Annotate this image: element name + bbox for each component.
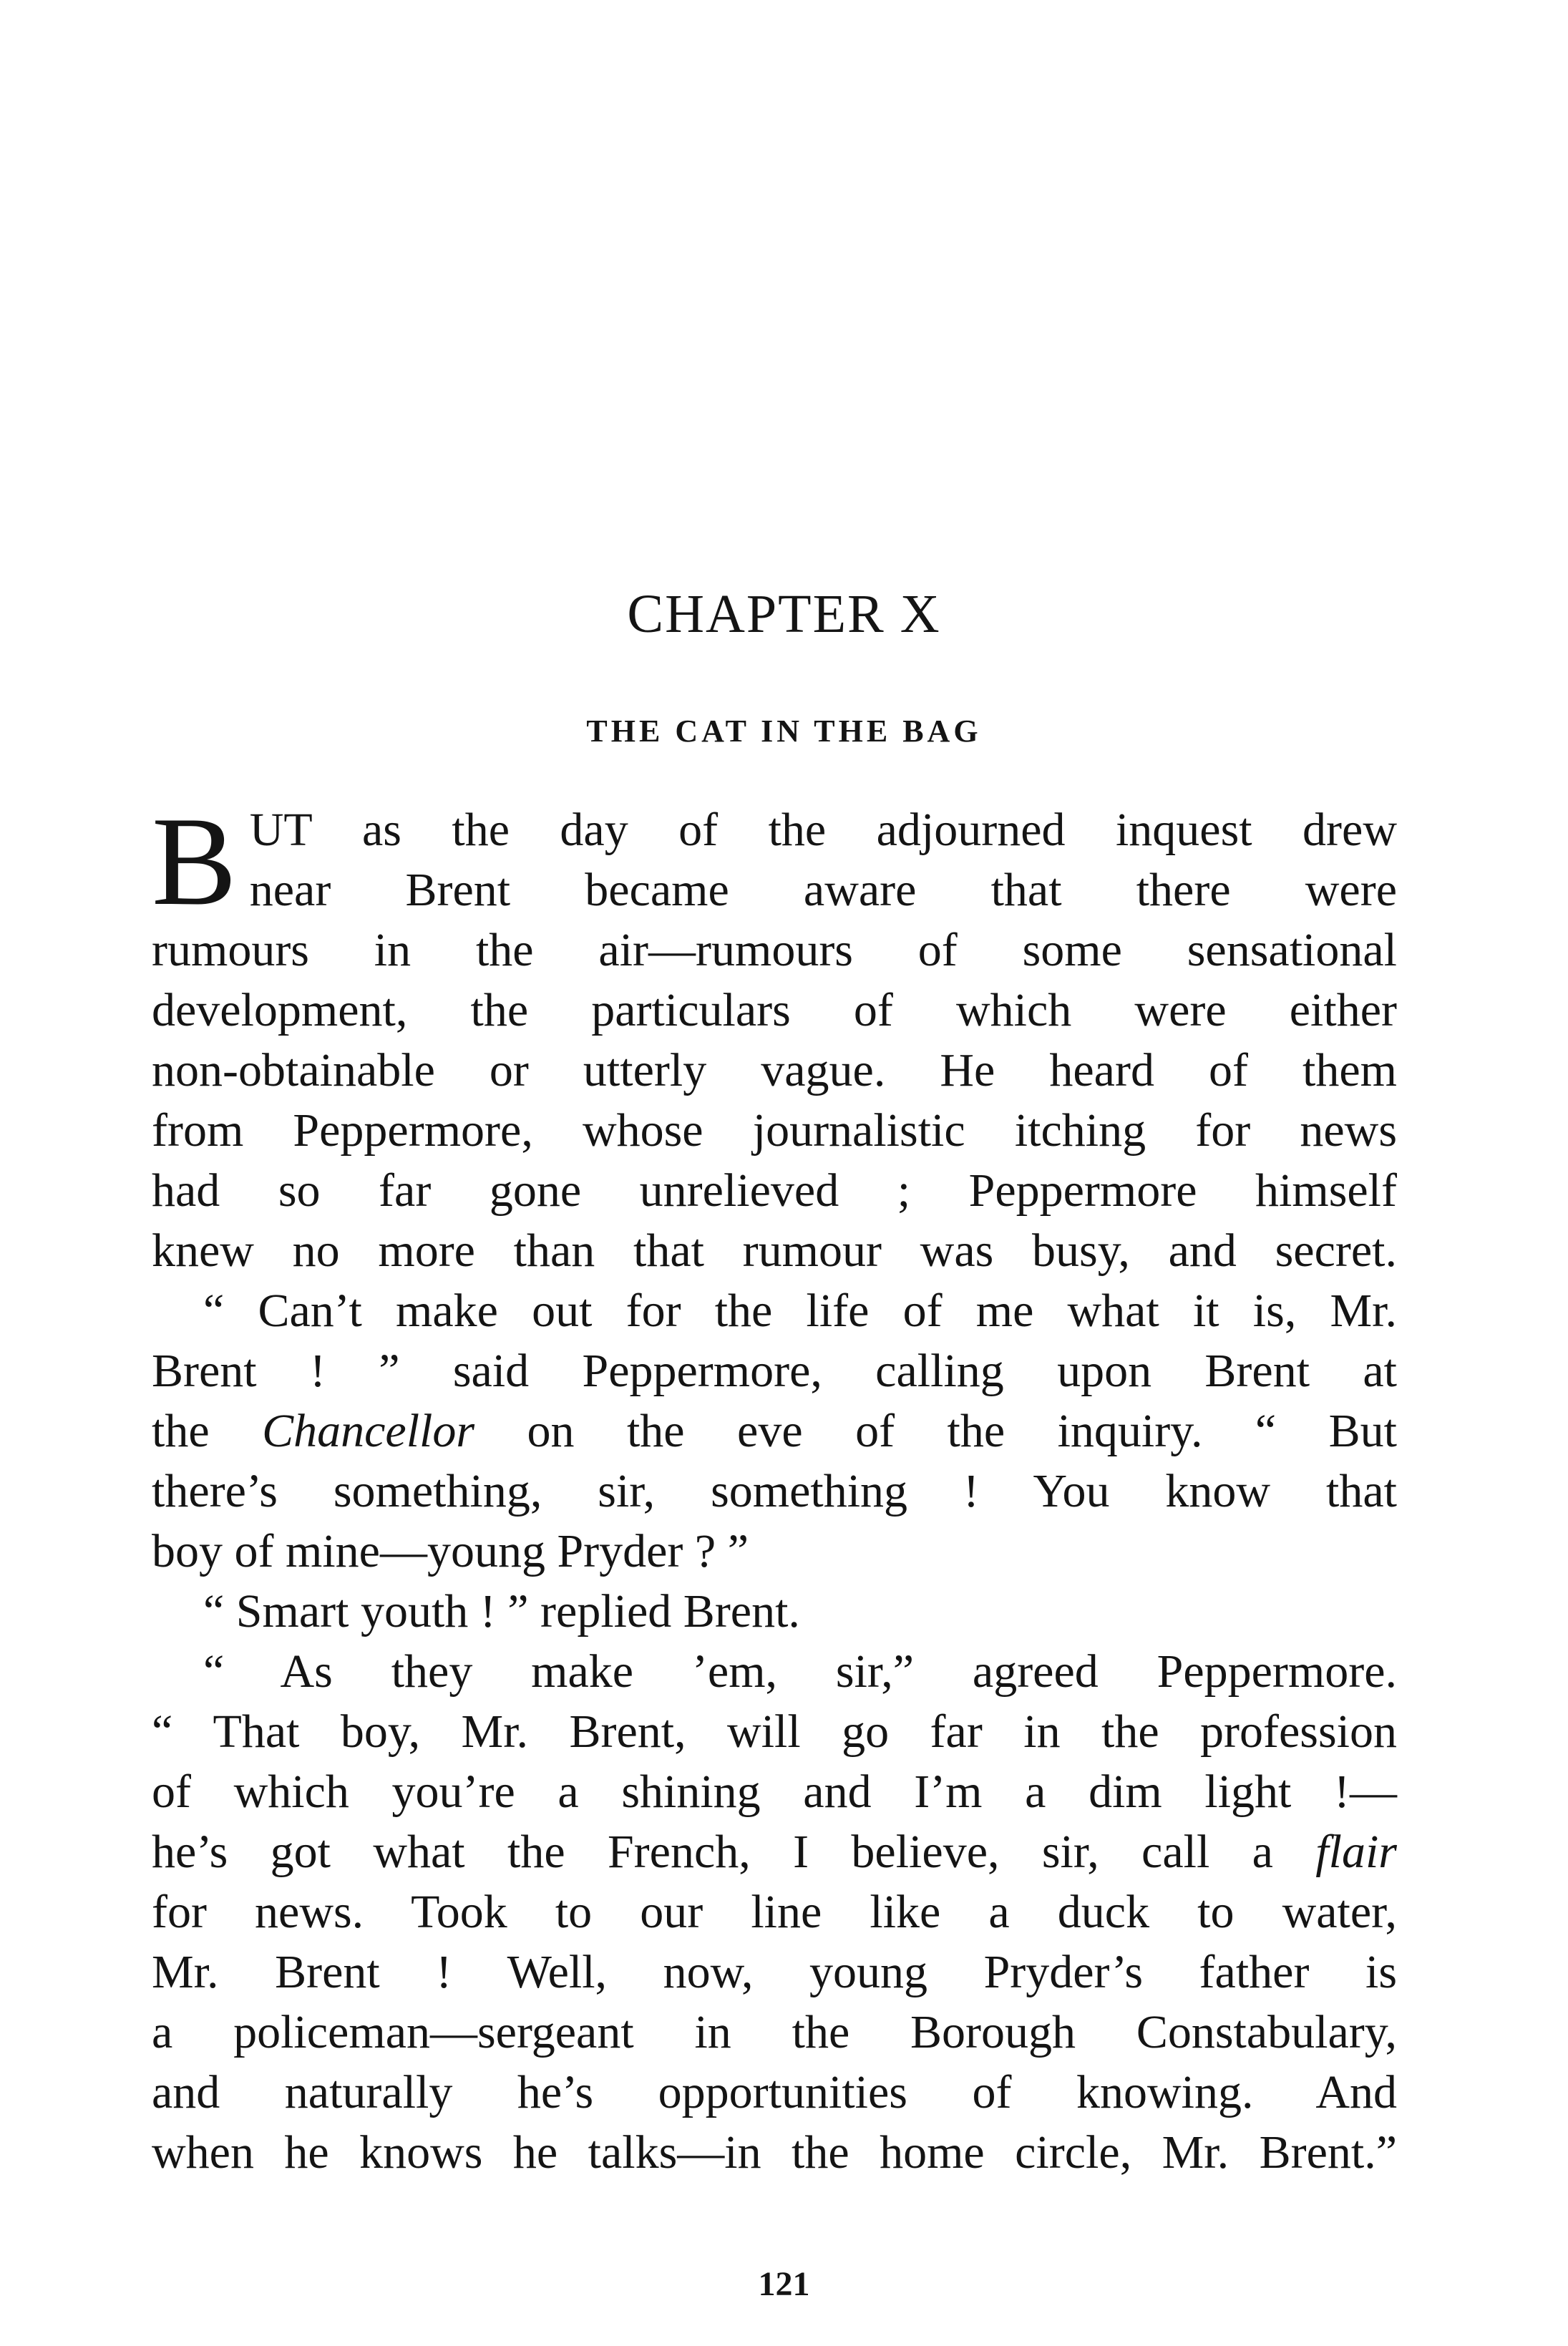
text-line: Mr. Brent ! Well, now, young Pryder’s father is [152, 1946, 1397, 1998]
italic-newspaper-name: Chancellor [262, 1405, 475, 1457]
text-line: development, the particulars of which were either [152, 984, 1397, 1036]
text-fragment: the [152, 1405, 263, 1457]
text-line: non-obtainable or utterly vague. He heard of them [152, 1044, 1397, 1096]
text-line: boy of mine—young Pryder ? ” [152, 1525, 749, 1577]
text-line: when he knows he talks—in the home circle, Mr. Brent.” [152, 2126, 1397, 2179]
text-line [152, 1401, 1397, 1461]
text-line: rumours in the air—rumours of some sensational [152, 924, 1397, 976]
text-line: from Peppermore, whose journalistic itching for news [152, 1104, 1397, 1157]
text-line: of which you’re a shining and I’m a dim light !— [152, 1766, 1397, 1818]
text-line: “ Can’t make out for the life of me what it is, Mr. [203, 1285, 1397, 1337]
chapter-title: THE CAT IN THE BAG [586, 714, 982, 749]
text-line: knew no more than that rumour was busy, and secret. [152, 1225, 1397, 1277]
text-line: “ That boy, Mr. Brent, will go far in the profession [152, 1705, 1397, 1758]
text-line: UT as the day of the adjourned inquest drew [249, 804, 1397, 856]
text-line: there’s something, sir, something ! You know that [152, 1465, 1397, 1517]
italic-word: flair [1315, 1826, 1397, 1878]
text-line: and naturally he’s opportunities of knowing. And [152, 2066, 1397, 2118]
text-line: Brent ! ” said Peppermore, calling upon Brent at [152, 1345, 1397, 1397]
text-line: a policeman—sergeant in the Borough Constabulary, [152, 2006, 1397, 2058]
opening-paragraph-start [152, 800, 1397, 920]
text-line: “ As they make ’em, sir,” agreed Peppermore. [203, 1645, 1397, 1698]
drop-cap: B [152, 800, 237, 920]
chapter-heading: CHAPTER X [627, 584, 941, 644]
page-number: 121 [758, 2265, 810, 2303]
body-text [152, 800, 1397, 2183]
text-line: for news. Took to our line like a duck to water, [152, 1886, 1397, 1938]
text-line: “ Smart youth ! ” replied Brent. [203, 1585, 800, 1637]
text-fragment: on the eve of the inquiry. “ But [474, 1405, 1397, 1457]
text-line: had so far gone unrelieved ; Peppermore himself [152, 1164, 1397, 1217]
text-line: near Brent became aware that there were [249, 864, 1397, 916]
text-line [152, 1822, 1397, 1882]
text-fragment: he’s got what the French, I believe, sir, call a [152, 1826, 1316, 1878]
